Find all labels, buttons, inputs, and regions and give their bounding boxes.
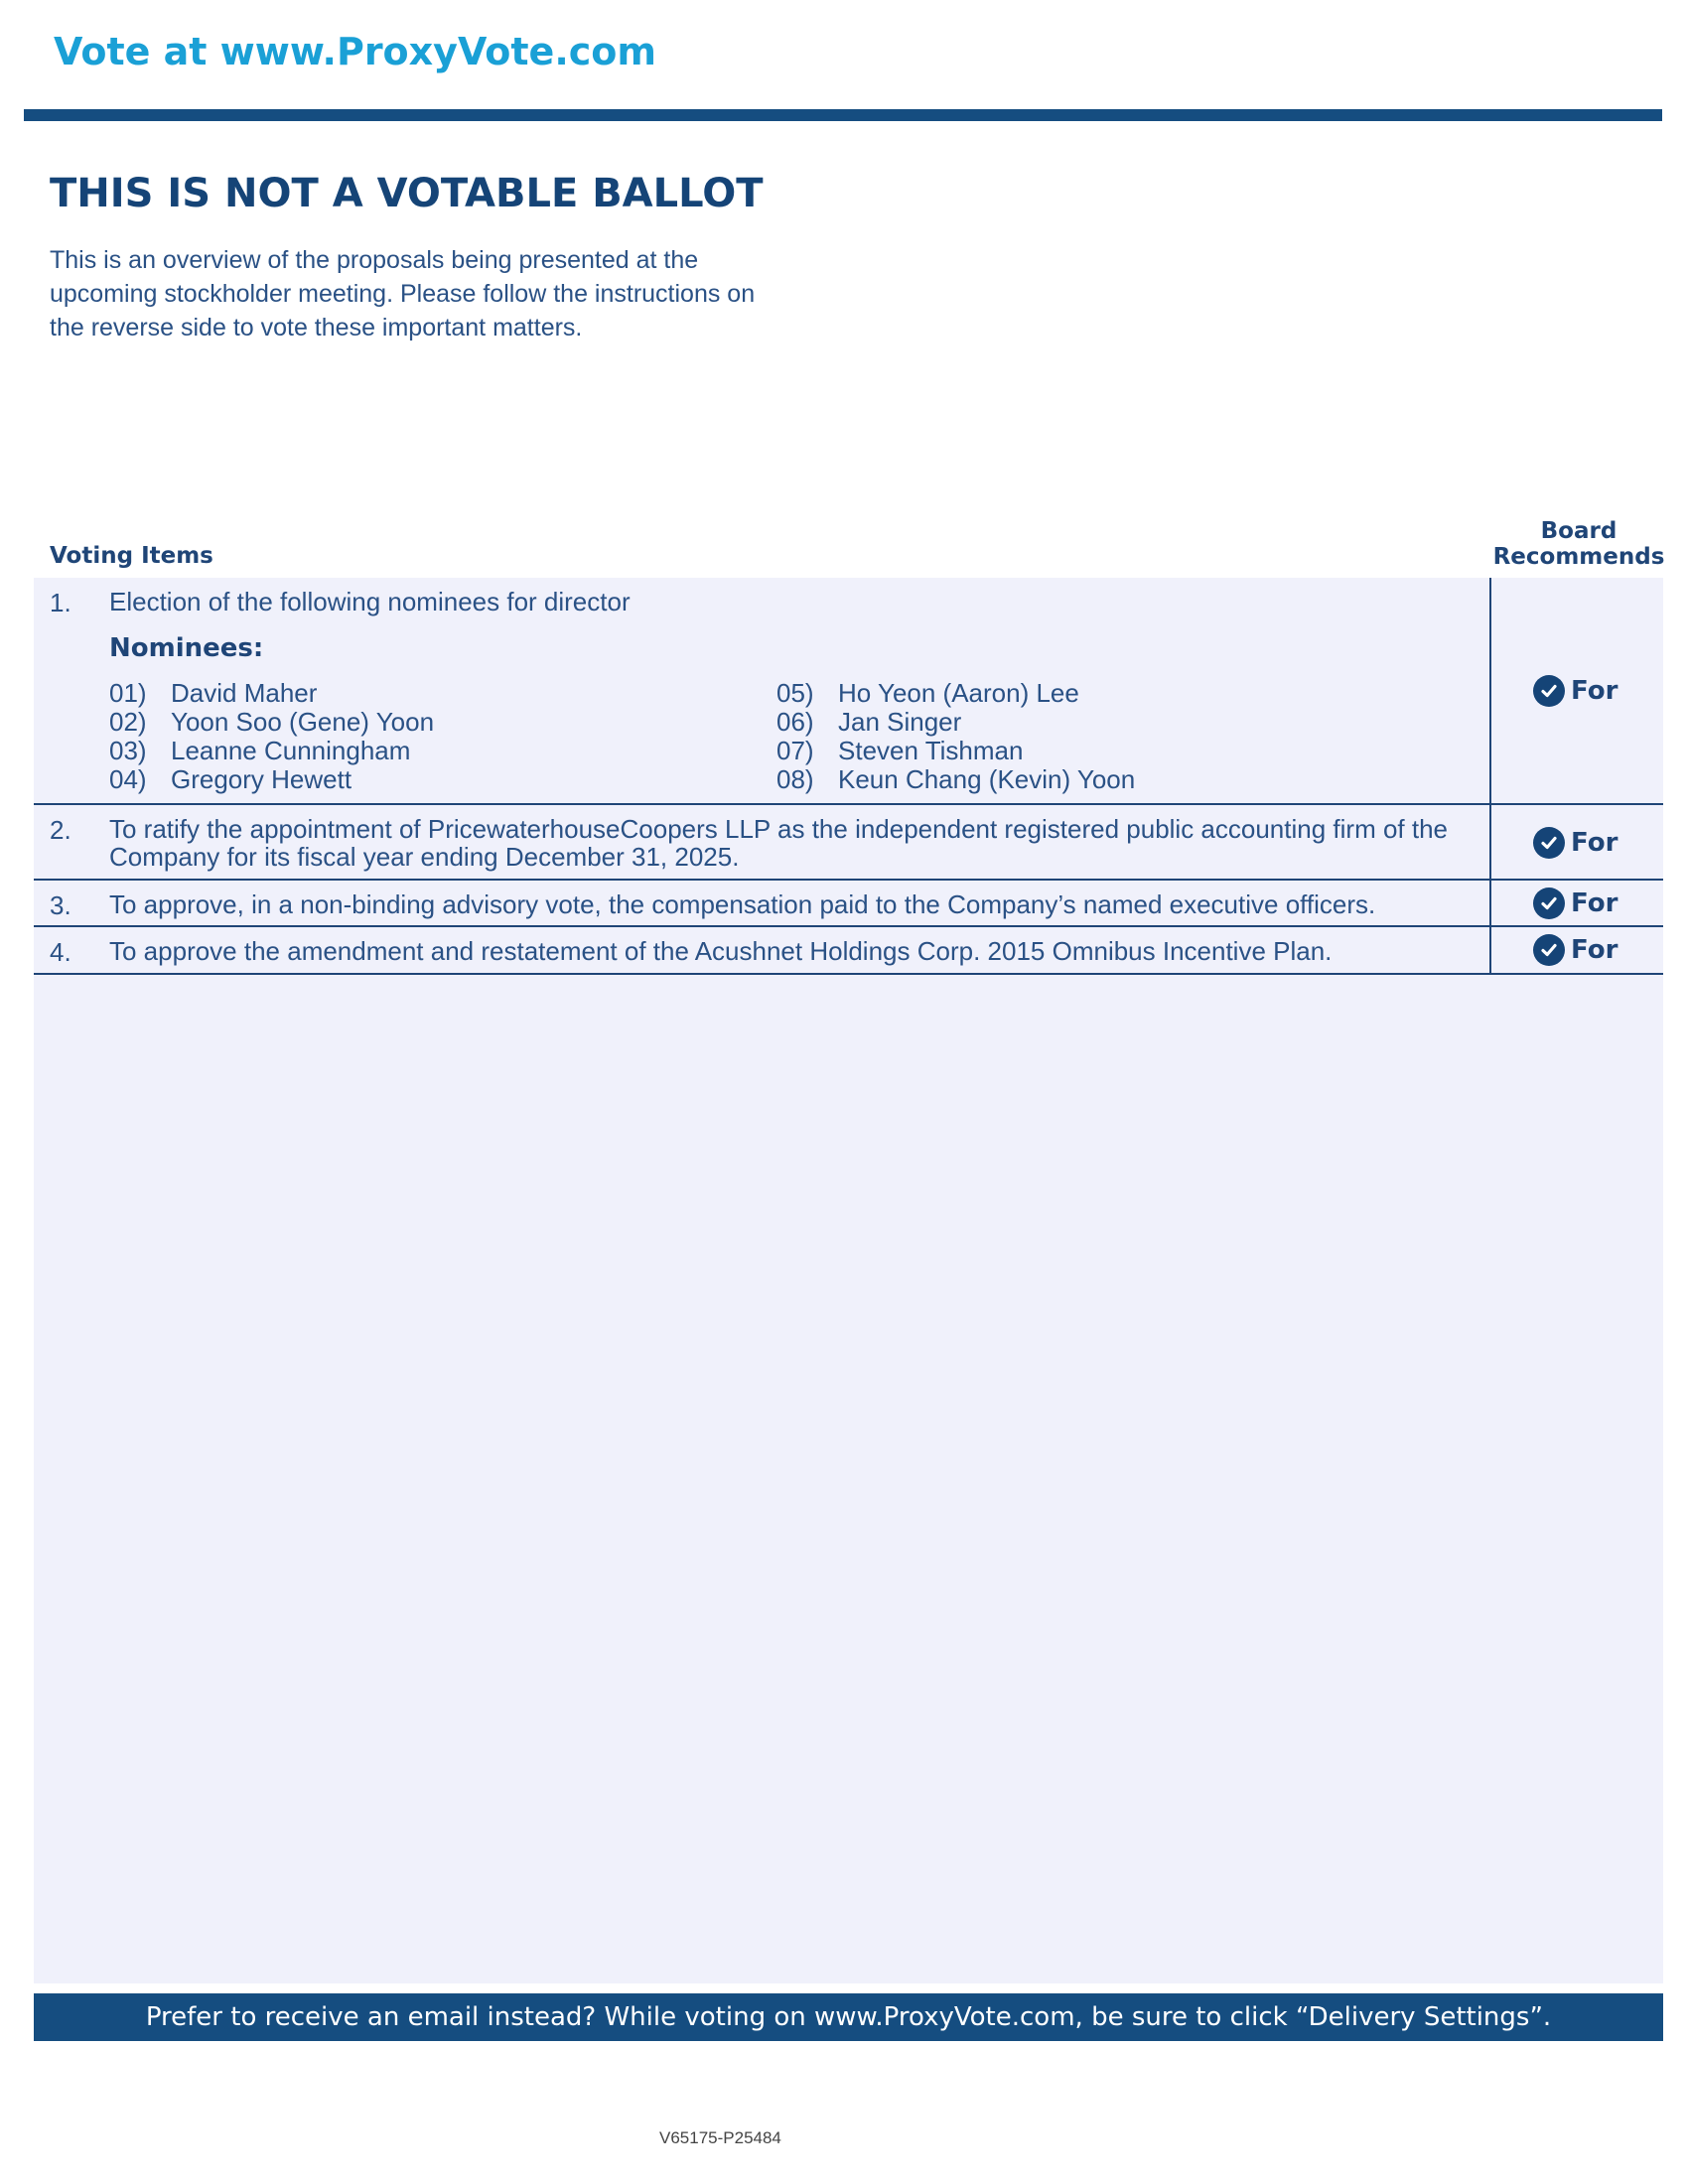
notice-intro	[50, 243, 864, 344]
job-code: V65175-P25484	[659, 2128, 781, 2147]
nominee	[109, 765, 352, 794]
nominee-name: David Maher	[171, 678, 318, 708]
nominee-number: 04)	[109, 764, 147, 794]
voting-item-row	[34, 578, 1663, 805]
item-number: 1.	[50, 588, 71, 617]
nominee	[776, 708, 961, 737]
nominee	[776, 737, 1023, 765]
nominee-number: 03)	[109, 736, 147, 765]
nominee-name: Gregory Hewett	[171, 764, 352, 794]
nominee-name: Yoon Soo (Gene) Yoon	[171, 707, 435, 737]
item-text-line: Company for its fiscal year ending December 31, 2025.	[109, 842, 740, 872]
intro-line: upcoming stockholder meeting. Please follow the instructions on	[50, 280, 756, 308]
nominee-number: 05)	[776, 678, 814, 708]
nominee	[776, 679, 1079, 708]
notice-title: THIS IS NOT A VOTABLE BALLOT	[50, 171, 764, 216]
nominee-name: Steven Tishman	[838, 736, 1024, 765]
check-circle-icon	[1533, 887, 1565, 919]
vote-url-header: Vote at www.ProxyVote.com	[54, 30, 656, 73]
nominee-name: Leanne Cunningham	[171, 736, 411, 765]
board-recommendation	[1533, 827, 1618, 859]
item-text: To approve, in a non-binding advisory vote, the compensation paid to the Company’s named executive officers.	[109, 889, 1376, 919]
item-text: Election of the following nominees for director	[109, 587, 631, 616]
nominee	[109, 679, 317, 708]
nominee-number: 08)	[776, 764, 814, 794]
recommendation-column-divider	[1489, 578, 1491, 975]
nominee-name: Ho Yeon (Aaron) Lee	[838, 678, 1079, 708]
nominee	[109, 737, 410, 765]
nominee-name: Jan Singer	[838, 707, 962, 737]
header-rule	[24, 109, 1662, 121]
nominee-number: 01)	[109, 678, 147, 708]
intro-line: This is an overview of the proposals being presented at the	[50, 246, 699, 274]
check-circle-icon	[1533, 827, 1565, 859]
nominee-number: 07)	[776, 736, 814, 765]
voting-item-row	[34, 881, 1663, 927]
check-circle-icon	[1533, 675, 1565, 707]
nominee-name: Keun Chang (Kevin) Yoon	[838, 764, 1136, 794]
column-header-voting-items: Voting Items	[50, 543, 213, 569]
email-delivery-banner: Prefer to receive an email instead? While voting on www.ProxyVote.com, be sure to click “Delivery Settings”.	[34, 1993, 1663, 2041]
recommendation-label: For	[1571, 888, 1618, 918]
nominee	[109, 708, 434, 737]
recommendation-label: For	[1571, 935, 1618, 965]
item-number: 4.	[50, 937, 71, 967]
column-header-line: Recommends	[1492, 544, 1665, 570]
column-header-board-recommends	[1489, 518, 1668, 570]
item-text: To approve the amendment and restatement of the Acushnet Holdings Corp. 2015 Omnibus Incentive Plan.	[109, 936, 1333, 966]
column-header-line: Board	[1540, 518, 1618, 544]
intro-line: the reverse side to vote these important matters.	[50, 314, 583, 341]
recommendation-label: For	[1571, 828, 1618, 858]
item-text-line: To ratify the appointment of PricewaterhouseCoopers LLP as the independent registered public accounting firm of the	[109, 814, 1449, 844]
item-number: 2.	[50, 815, 71, 845]
nominee-number: 06)	[776, 707, 814, 737]
voting-item-row	[34, 805, 1663, 881]
board-recommendation	[1533, 675, 1618, 707]
item-number: 3.	[50, 890, 71, 920]
recommendation-label: For	[1571, 676, 1618, 706]
check-circle-icon	[1533, 934, 1565, 966]
item-text	[109, 815, 1509, 871]
board-recommendation	[1533, 887, 1618, 919]
nominees-label: Nominees:	[109, 633, 264, 663]
nominee-number: 02)	[109, 707, 147, 737]
board-recommendation	[1533, 934, 1618, 966]
voting-item-row	[34, 927, 1663, 975]
nominee	[776, 765, 1135, 794]
